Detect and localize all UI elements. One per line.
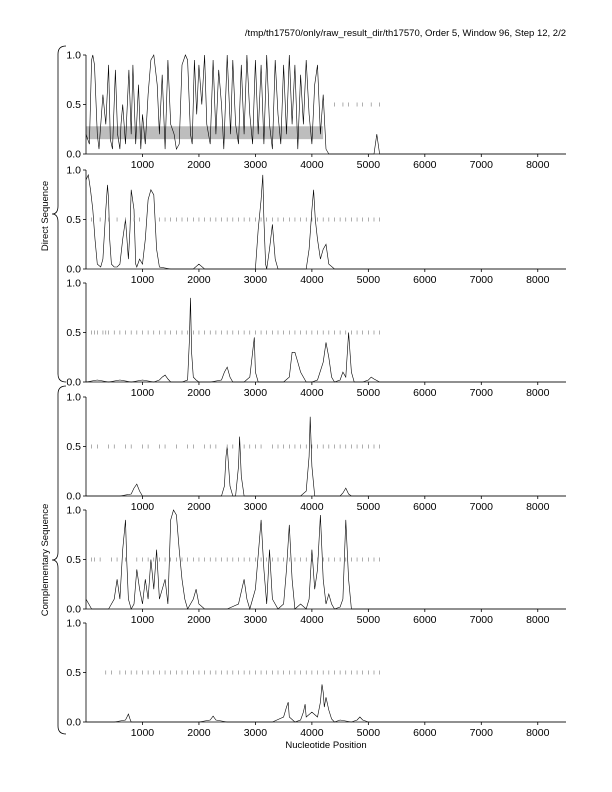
- panel-3-x-tick-label-2: 3000: [243, 387, 268, 399]
- panels-group: [66, 50, 566, 740]
- panel-3-series-line: [86, 298, 566, 382]
- panel-6-x-tick-label-6: 7000: [469, 727, 493, 739]
- panel-4-x-tick-label-7: 8000: [526, 501, 550, 513]
- panel-6-x-tick-label-2: 3000: [243, 727, 268, 739]
- panel-5-x-tick-label-3: 4000: [300, 614, 324, 626]
- panel-4-x-tick-label-2: 3000: [243, 501, 268, 513]
- panel-3-y-tick-label-2: 1.0: [66, 277, 81, 290]
- panel-5-y-tick-label-0: 0.0: [66, 603, 81, 616]
- complementary-sequence-label: Complementary Sequence: [40, 503, 51, 617]
- panel-4-x-tick-label-6: 7000: [469, 501, 493, 513]
- panel-3-x-tick-label-1: 2000: [187, 387, 211, 399]
- panel-6-x-tick-label-3: 4000: [300, 727, 324, 739]
- panel-4-x-tick-label-3: 4000: [300, 501, 324, 513]
- panel-5-x-tick-label-7: 8000: [526, 614, 550, 626]
- panel-3-x-tick-label-6: 7000: [469, 387, 493, 399]
- panel-4-series-line: [86, 417, 566, 496]
- panel-2-y-tick-label-2: 1.0: [66, 164, 81, 177]
- panel-6-y-tick-label-0: 0.0: [66, 716, 81, 729]
- panel-1-x-tick-label-1: 2000: [187, 159, 211, 171]
- panel-4: [66, 392, 566, 514]
- panel-5-x-tick-label-1: 2000: [187, 614, 211, 626]
- panel-1-y-tick-label-0: 0.0: [66, 148, 81, 161]
- panel-6-x-tick-label-7: 8000: [526, 727, 550, 739]
- panel-2-series-line: [86, 175, 566, 269]
- panel-3-x-tick-label-4: 5000: [356, 387, 381, 399]
- panel-3-x-tick-label-3: 4000: [300, 387, 324, 399]
- panel-1-x-tick-label-5: 6000: [413, 159, 437, 171]
- panel-5-x-tick-label-5: 6000: [413, 614, 437, 626]
- panel-5: [66, 505, 566, 627]
- panel-4-x-tick-label-1: 2000: [187, 501, 211, 513]
- direct-sequence-label: Direct Sequence: [40, 180, 51, 252]
- panel-2-x-tick-label-3: 4000: [300, 274, 324, 286]
- panel-4-y-tick-label-0: 0.0: [66, 490, 81, 503]
- chart-header: /tmp/th17570/only/raw_result_dir/th17570, Order 5, Window 96, Step 12, 2/2: [244, 28, 566, 39]
- panel-4-x-tick-label-5: 6000: [413, 501, 437, 513]
- panel-1-shaded-band: [86, 126, 323, 139]
- panel-4-y-tick-label-1: 0.5: [66, 441, 81, 453]
- direct-bracket: [52, 46, 66, 382]
- panel-1-x-tick-label-2: 3000: [243, 159, 268, 171]
- panel-6-series-line: [86, 684, 566, 722]
- panel-1: [66, 50, 566, 172]
- panel-5-y-tick-label-1: 0.5: [66, 554, 81, 566]
- panel-2-x-tick-label-2: 3000: [243, 274, 268, 286]
- panel-1-x-tick-label-3: 4000: [300, 159, 324, 171]
- panel-3-x-tick-label-5: 6000: [413, 387, 437, 399]
- x-axis-label: Nucleotide Position: [285, 740, 367, 751]
- panel-2-y-tick-label-0: 0.0: [66, 263, 81, 276]
- panel-3-x-tick-label-0: 1000: [130, 387, 155, 399]
- panel-5-x-tick-label-2: 3000: [243, 614, 268, 626]
- panel-4-x-tick-label-4: 5000: [356, 501, 381, 513]
- panel-1-y-tick-label-1: 0.5: [66, 99, 81, 111]
- panel-3-y-tick-label-0: 0.0: [66, 376, 81, 389]
- panel-4-y-tick-label-2: 1.0: [66, 391, 81, 404]
- panel-4-x-tick-label-0: 1000: [130, 501, 155, 513]
- panel-6-x-tick-label-1: 2000: [187, 727, 211, 739]
- panel-2-x-tick-label-1: 2000: [187, 274, 211, 286]
- panel-1-y-tick-label-2: 1.0: [66, 49, 81, 62]
- panel-2-x-tick-label-5: 6000: [413, 274, 437, 286]
- panel-3-y-tick-label-1: 0.5: [66, 327, 81, 339]
- panel-6-x-tick-label-4: 5000: [356, 727, 381, 739]
- panel-5-x-tick-label-6: 7000: [469, 614, 493, 626]
- panel-2-x-tick-label-4: 5000: [356, 274, 381, 286]
- panel-1-x-tick-label-7: 8000: [526, 159, 550, 171]
- panel-5-x-tick-label-4: 5000: [356, 614, 381, 626]
- panel-6: [66, 618, 566, 740]
- panel-6-x-tick-label-5: 6000: [413, 727, 437, 739]
- panel-3: [66, 278, 566, 400]
- panel-1-x-tick-label-6: 7000: [469, 159, 493, 171]
- panel-2-y-tick-label-1: 0.5: [66, 214, 81, 226]
- panel-3-x-tick-label-7: 8000: [526, 387, 550, 399]
- panel-6-y-tick-label-1: 0.5: [66, 667, 81, 679]
- panel-2-x-tick-label-6: 7000: [469, 274, 493, 286]
- panel-2-x-tick-label-0: 1000: [130, 274, 155, 286]
- panel-5-x-tick-label-0: 1000: [130, 614, 155, 626]
- panel-6-x-tick-label-0: 1000: [130, 727, 155, 739]
- panel-2-x-tick-label-7: 8000: [526, 274, 550, 286]
- panel-2: [66, 165, 566, 287]
- complementary-bracket: [52, 386, 66, 734]
- panel-6-y-tick-label-2: 1.0: [66, 617, 81, 630]
- panel-1-x-tick-label-4: 5000: [356, 159, 381, 171]
- strand-brackets: [52, 46, 66, 734]
- panel-5-y-tick-label-2: 1.0: [66, 504, 81, 517]
- panel-5-series-line: [86, 510, 566, 609]
- panel-1-x-tick-label-0: 1000: [130, 159, 155, 171]
